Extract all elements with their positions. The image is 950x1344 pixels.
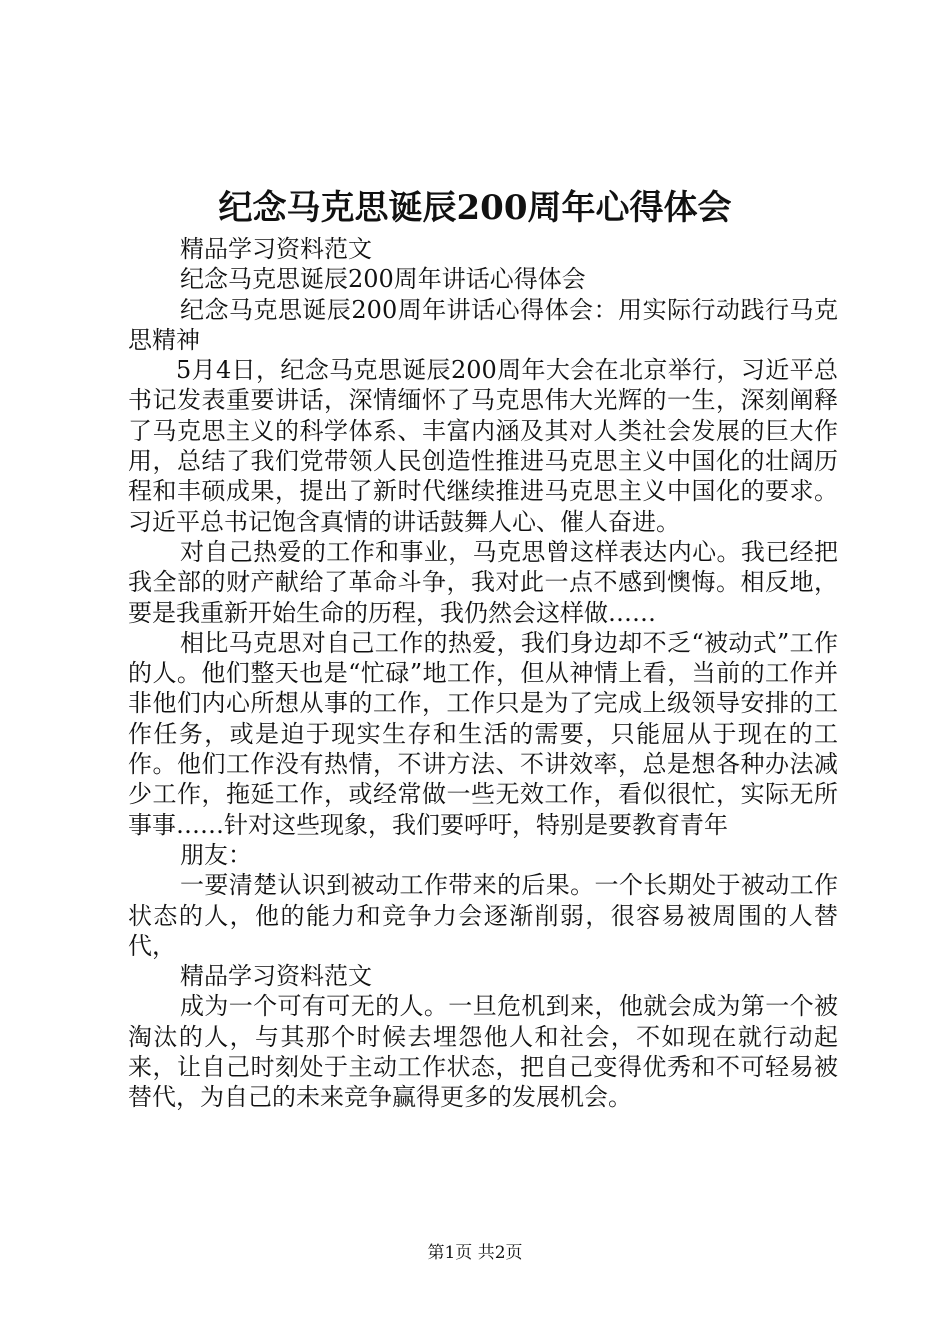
document-title: 纪念马克思诞辰200周年心得体会 [218,188,732,228]
paragraph: 一要清楚认识到被动工作带来的后果。一个长期处于被动工作状态的人，他的能力和竞争力会逐渐削弱，很容易被周围的人替代， [128,871,838,960]
paragraph: 对自己热爱的工作和事业，马克思曾这样表达内心。我已经把我全部的财产献给了革命斗争，我对此一点不感到懊悔。相反地，要是我重新开始生命的历程，我仍然会这样做…… [128,537,838,627]
subtitle: 纪念马克思诞辰200周年讲话心得体会 [180,265,586,294]
header-note: 精品学习资料范文 [180,235,372,263]
paragraph-heading: 纪念马克思诞辰200周年讲话心得体会：用实际行动践行马克思精神 [128,295,838,354]
paragraph: 相比马克思对自己工作的热爱，我们身边却不乏“被动式”工作的人。他们整天也是“忙碌”地工作，但从神情上看，当前的工作并非他们内心所想从事的工作，工作只是为了完成上级领导安排的工作任务，或是迫于现实生存和生活的需要，只能屈从于现在的工作。他们工作没有热情，不讲方法、不讲效率，总是想各种办法减少工作，拖延工作，或经常做一些无效工作，看似很忙，实际无所事事……针对这些现象，我们要呼吁，特别是要教育青年 [128,628,838,839]
document-body [128,234,838,1113]
header-note: 精品学习资料范文 [180,962,372,991]
page-footer: 第1页 共2页 [427,1243,523,1263]
paragraph: 成为一个可有可无的人。一旦危机到来，他就会成为第一个被淘汰的人，与其那个时候去埋怨他人和社会，不如现在就行动起来，让自己时刻处于主动工作状态，把自己变得优秀和不可轻易被替代，为自己的未来竞争赢得更多的发展机会。 [128,992,838,1112]
paragraph: 5月4日，纪念马克思诞辰200周年大会在北京举行，习近平总书记发表重要讲话，深情缅怀了马克思伟大光辉的一生，深刻阐释了马克思主义的科学体系、丰富内涵及其对人类社会发展的巨大作用，总结了我们党带领人民创造性推进马克思主义中国化的壮阔历程和丰硕成果，提出了新时代继续推进马克思主义中国化的要求。习近平总书记饱含真情的讲话鼓舞人心、催人奋进。 [128,356,838,536]
paragraph: 朋友： [180,840,252,869]
